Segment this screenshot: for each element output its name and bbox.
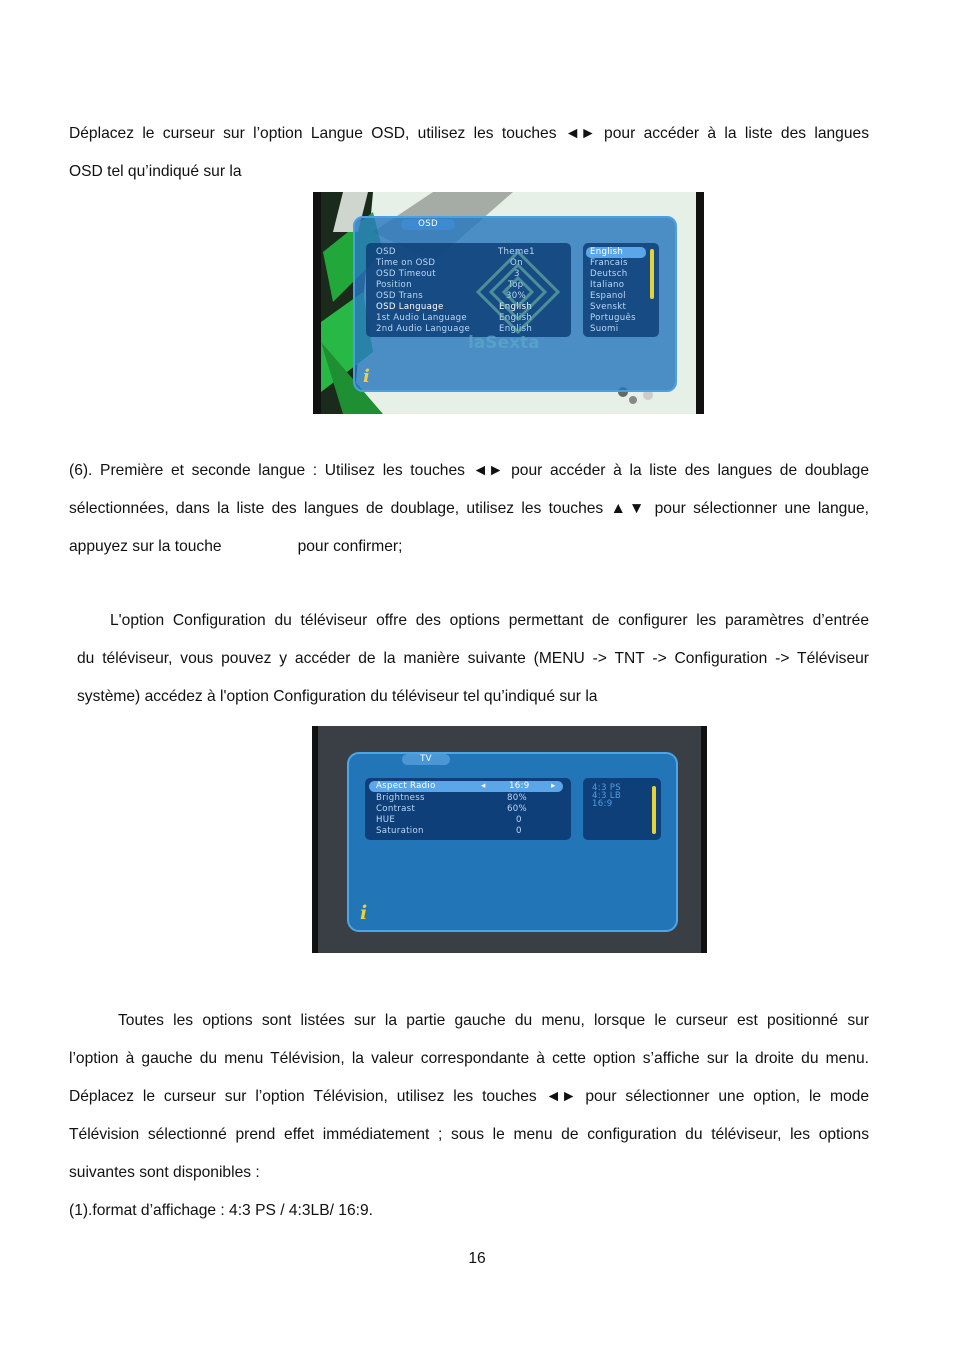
text-line: du téléviseur, vous pouvez y accéder de la manière suivante (MENU -> TNT -> Configuration -> Téléviseur	[77, 650, 869, 667]
aspect-option[interactable]: 4:3 PS	[592, 783, 621, 793]
osd-row[interactable]: 2nd Audio Language English	[376, 324, 533, 334]
paragraph-tv-config-line1	[110, 602, 869, 640]
arrow-right-icon[interactable]: ▸	[551, 781, 556, 791]
screen-edge	[701, 726, 707, 953]
paragraph-osd-language	[69, 115, 869, 191]
osd-row[interactable]: 1st Audio Language English	[376, 313, 533, 323]
aspect-option[interactable]: 4:3 LB	[592, 791, 622, 801]
info-icon: i	[363, 366, 370, 387]
tv-title: TV	[402, 754, 450, 765]
lasexta-watermark: laSexta	[468, 333, 540, 353]
tv-row[interactable]: Contrast 60%	[376, 804, 528, 814]
osd-row[interactable]: OSD Timeout 3	[376, 269, 520, 279]
text-line: Toutes les options sont listées sur la partie gauche du menu, lorsque le curseur est positionné sur	[118, 1012, 869, 1029]
osd-menu-screenshot	[313, 192, 704, 414]
language-option[interactable]: Suomi	[590, 324, 619, 334]
tv-row[interactable]: Brightness 80%	[376, 793, 528, 803]
scrollbar[interactable]	[652, 786, 656, 834]
osd-row[interactable]: OSD Theme1	[376, 247, 535, 257]
osd-title: OSD	[401, 219, 455, 230]
tv-options-list	[583, 778, 661, 840]
paragraph-tv-config-rest	[77, 640, 869, 716]
osd-language-list	[583, 243, 659, 337]
scrollbar[interactable]	[650, 249, 654, 299]
arrow-left-icon[interactable]: ◂	[481, 781, 486, 791]
paragraph-first-second-language	[69, 452, 869, 566]
text-line: système) accédez à l'option Configuration du téléviseur tel qu’indiqué sur la	[77, 688, 598, 705]
language-option[interactable]: Svenskt	[590, 302, 627, 312]
paragraph-options-rest	[69, 1040, 869, 1230]
language-option[interactable]: Italiano	[590, 280, 625, 290]
osd-row[interactable]: OSD Trans 30%	[376, 291, 527, 301]
osd-row-selected[interactable]: OSD Language English	[376, 302, 533, 312]
text-line: Déplacez le curseur sur l’option Langue OSD, utilisez les touches ◄► pour accéder à la liste des langues	[69, 125, 869, 142]
tv-row[interactable]: HUE 0	[376, 815, 522, 825]
screen-edge	[312, 726, 318, 953]
lasexta-logo-icon	[473, 247, 563, 337]
tv-row-selected[interactable]: Aspect Radio ◂ 16:9 ▸	[376, 781, 556, 791]
text-line: L'option Configuration du téléviseur offre des options permettant de configurer les paramètres d’entrée	[110, 612, 869, 629]
text-line: Télévision sélectionné prend effet immédiatement ; sous le menu de configuration du téléviseur, les options	[69, 1126, 869, 1143]
language-option[interactable]: Deutsch	[590, 269, 628, 279]
language-option[interactable]: Espanol	[590, 291, 626, 301]
tv-row[interactable]: Saturation 0	[376, 826, 522, 836]
language-option[interactable]: Português	[590, 313, 636, 323]
text-line: (6). Première et seconde langue : Utilisez les touches ◄► pour accéder à la liste des langues de doublage	[69, 462, 869, 479]
tv-menu-screenshot	[312, 726, 707, 953]
text-line: OSD tel qu’indiqué sur la	[69, 163, 242, 180]
language-option[interactable]: Francais	[590, 258, 628, 268]
text-line: sélectionnées, dans la liste des langues de doublage, utilisez les touches ▲▼ pour sélectionner une langue,	[69, 500, 869, 517]
text-line: l’option à gauche du menu Télévision, la valeur correspondante à cette option s’affiche sur la droite du menu.	[69, 1050, 869, 1067]
osd-row[interactable]: Position Top	[376, 280, 524, 290]
tv-settings-list	[365, 778, 571, 840]
text-line: appuyez sur la touche pour confirmer;	[69, 538, 403, 555]
info-icon: i	[360, 902, 368, 924]
paragraph-options-line1	[118, 1002, 869, 1040]
aspect-option[interactable]: 16:9	[592, 799, 613, 809]
text-line: suivantes sont disponibles :	[69, 1164, 260, 1181]
text-line: Déplacez le curseur sur l’option Télévision, utilisez les touches ◄► pour sélectionner une option, le mode	[69, 1088, 869, 1105]
page-number: 16	[468, 1250, 486, 1267]
text-line: (1).format d’affichage : 4:3 PS / 4:3LB/ 16:9.	[69, 1202, 373, 1219]
osd-row[interactable]: Time on OSD On	[376, 258, 523, 268]
language-option[interactable]: English	[590, 247, 624, 257]
